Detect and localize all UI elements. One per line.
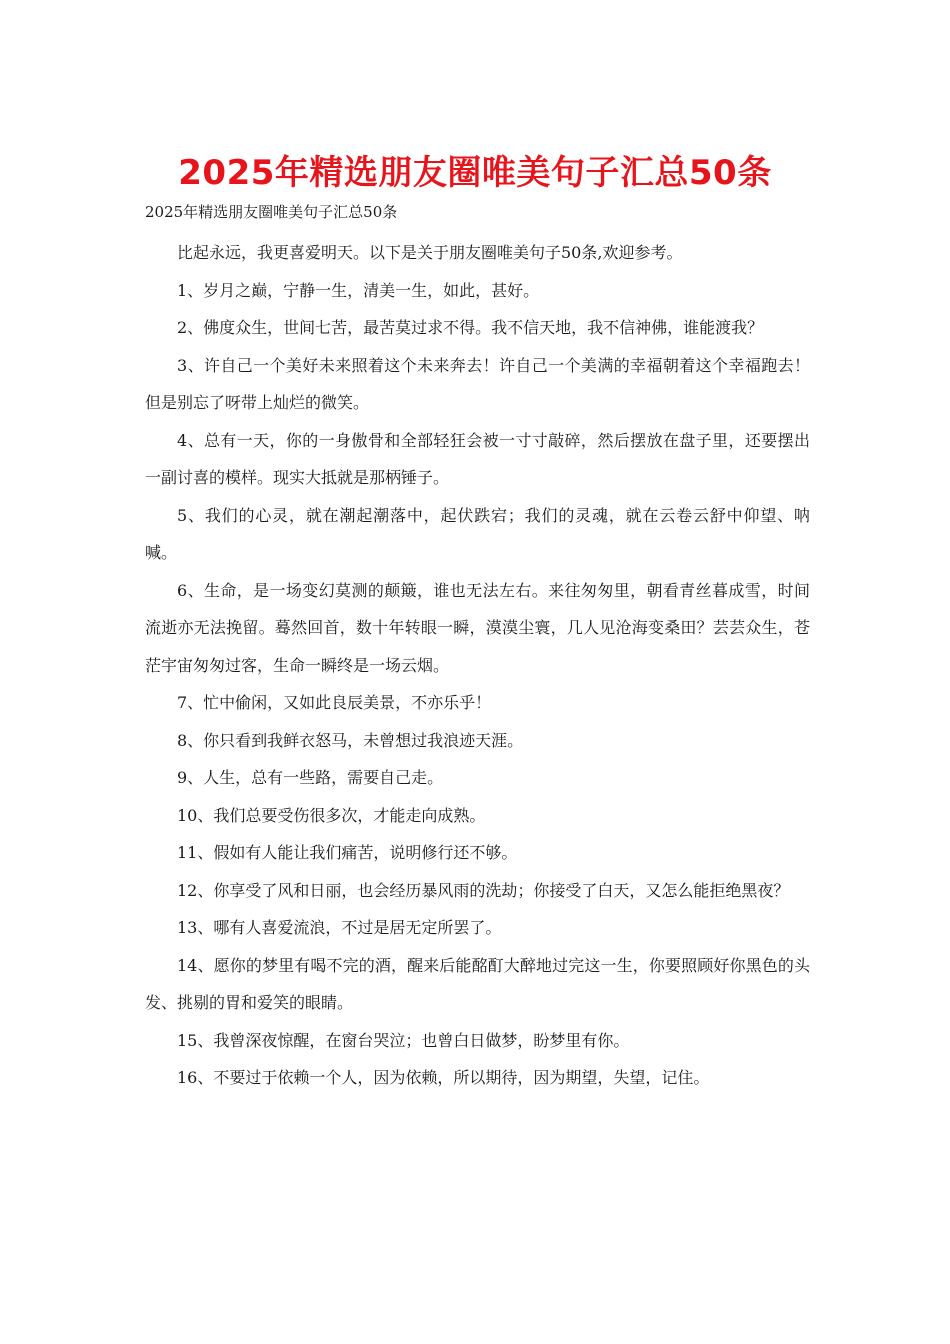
list-item: 15、我曾深夜惊醒，在窗台哭泣；也曾白日做梦，盼梦里有你。 — [177, 1030, 630, 1050]
list-item: 8、你只看到我鲜衣怒马，未曾想过我浪迹天涯。 — [177, 730, 524, 750]
document-body — [145, 234, 810, 1097]
list-item: 5、我们的心灵，就在潮起潮落中，起伏跌宕；我们的灵魂，就在云卷云舒中仰望、呐喊。 — [145, 505, 810, 562]
list-item: 7、忙中偷闲，又如此良辰美景，不亦乐乎！ — [177, 693, 492, 712]
list-item: 16、不要过于依赖一个人，因为依赖，所以期待，因为期望，失望，记住。 — [177, 1068, 710, 1087]
list-item: 13、哪有人喜爱流浪，不过是居无定所罢了。 — [177, 918, 502, 937]
list-item: 12、你享受了风和日丽，也会经历暴风雨的洗劫；你接受了白天，又怎么能拒绝黑夜？ — [177, 880, 790, 900]
document-subtitle: 2025年精选朋友圈唯美句子汇总50条 — [145, 203, 398, 221]
list-item: 3、许自己一个美好未来照着这个未来奔去！许自己一个美满的幸福朝着这个幸福跑去！但是别忘了呀带上灿烂的微笑。 — [145, 355, 810, 412]
intro-paragraph: 比起永远，我更喜爱明天。以下是关于朋友圈唯美句子50条,欢迎参考。 — [177, 243, 683, 262]
list-item: 1、岁月之巅，宁静一生，清美一生，如此，甚好。 — [177, 280, 540, 300]
document-title: 2025年精选朋友圈唯美句子汇总50条 — [178, 153, 772, 193]
list-item: 11、假如有人能让我们痛苦，说明修行还不够。 — [177, 843, 518, 862]
list-item: 14、愿你的梦里有喝不完的酒，醒来后能酩酊大醉地过完这一生，你要照顾好你黑色的头发、挑剔的胃和爱笑的眼睛。 — [145, 955, 810, 1012]
list-item: 6、生命，是一场变幻莫测的颠簸，谁也无法左右。来往匆匆里，朝看青丝暮成雪，时间流逝亦无法挽留。蓦然回首，数十年转眼一瞬，漠漠尘寰，几人见沧海变桑田？芸芸众生，苍茫宇宙匆匆过客，生命一瞬终是一场云烟。 — [145, 580, 810, 675]
list-item: 2、佛度众生，世间七苦，最苦莫过求不得。我不信天地，我不信神佛，谁能渡我？ — [177, 318, 764, 337]
list-item: 10、我们总要受伤很多次，才能走向成熟。 — [177, 805, 486, 825]
list-item: 9、人生，总有一些路，需要自己走。 — [177, 768, 444, 787]
list-item: 4、总有一天，你的一身傲骨和全部轻狂会被一寸寸敲碎，然后摆放在盘子里，还要摆出一副讨喜的模样。现实大抵就是那柄锤子。 — [145, 430, 810, 487]
